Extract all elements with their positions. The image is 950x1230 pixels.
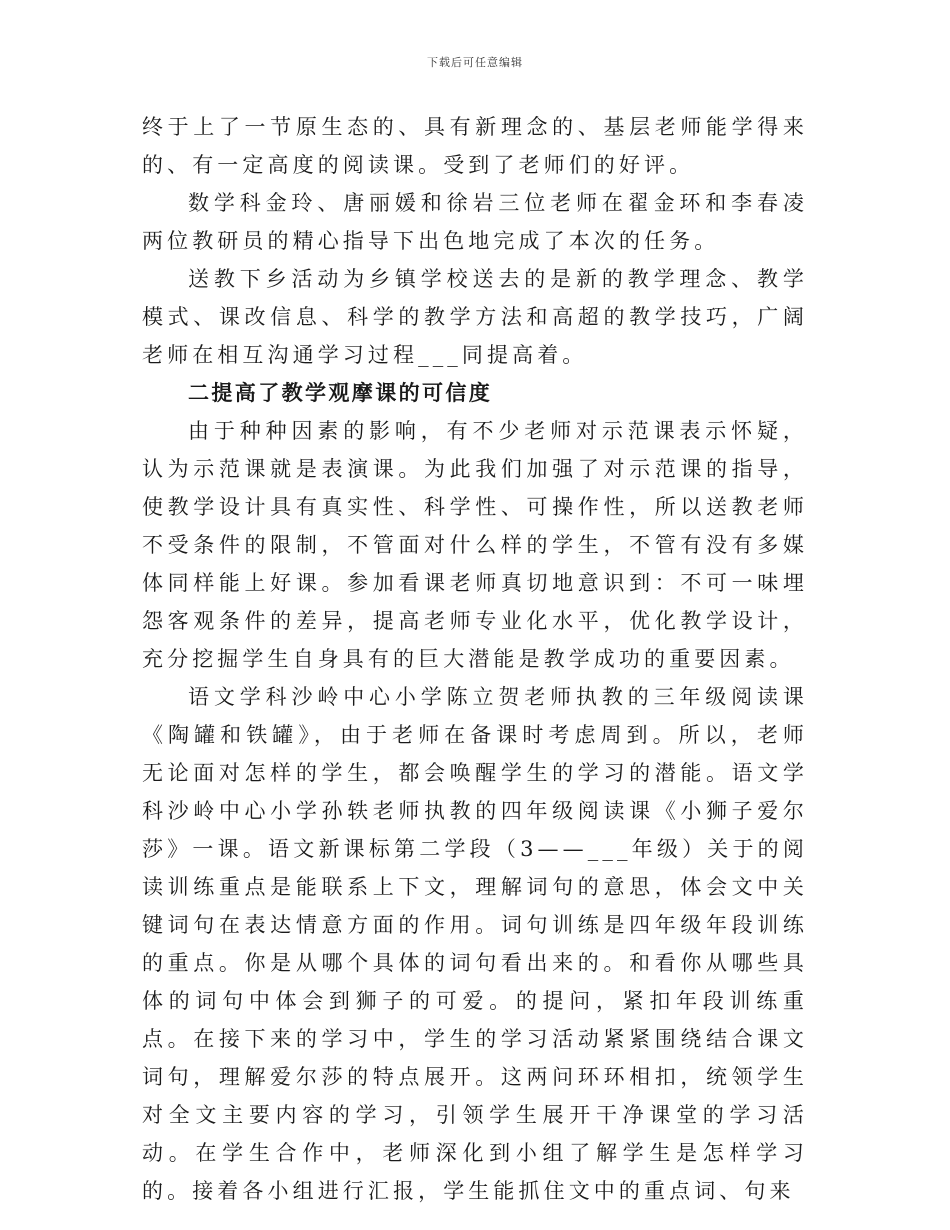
paragraph-chinese-reading-class: 语文学科沙岭中心小学陈立贺老师执教的三年级阅读课《陶罐和铁罐》，由于老师在备课时考虑周到。所以，老师无论面对怎样的学生，都会唤醒学生的学习的潜能。语文学科沙岭中心小学孙轶老师执教的四年级阅读课《小狮子爱尔莎》一课。语文新课标第二学段（3——___年级）关于的阅读训练重点是能联系上下文，理解词句的意思，体会文中关键词句在表达情意方面的作用。词句训练是四年级年段训练的重点。你是从哪个具体的词句看出来的。和看你从哪些具体的词句中体会到狮子的可爱。的提问，紧扣年段训练重点。在接下来的学习中，学生的学习活动紧紧围绕结合课文词句，理解爱尔莎的特点展开。这两问环环相扣，统领学生对全文主要内容的学习，引领学生展开干净课堂的学习活动。在学生合作中，老师深化到小组了解学生是怎样学习的。接着各小组进行汇报，学生能抓住文中的重点词、句来	[142, 685, 808, 1203]
paragraph-outreach-activity: 送教下乡活动为乡镇学校送去的是新的教学理念、教学模式、课改信息、科学的教学方法和高超的教学技巧，广阔老师在相互沟通学习过程___同提高着。	[142, 267, 808, 367]
document-body	[142, 108, 808, 1210]
paragraph-demonstration-class: 由于种种因素的影响，有不少老师对示范课表示怀疑，认为示范课就是表演课。为此我们加强了对示范课的指导，使教学设计具有真实性、科学性、可操作性，所以送教老师不受条件的限制，不管面对什么样的学生，不管有没有多媒体同样能上好课。参加看课老师真切地意识到：不可一味埋怨客观条件的差异，提高老师专业化水平，优化教学设计，充分挖掘学生自身具有的巨大潜能是教学成功的重要因素。	[142, 419, 808, 671]
paragraph-continuation: 终于上了一节原生态的、具有新理念的、基层老师能学得来的、有一定高度的阅读课。受到了老师们的好评。	[142, 115, 808, 177]
page-header: 下载后可任意编辑	[427, 56, 523, 69]
paragraph-math-teachers: 数学科金玲、唐丽媛和徐岩三位老师在翟金环和李春凌两位教研员的精心指导下出色地完成了本次的任务。	[142, 191, 808, 253]
section-heading: 二提高了教学观摩课的可信度	[188, 380, 493, 405]
